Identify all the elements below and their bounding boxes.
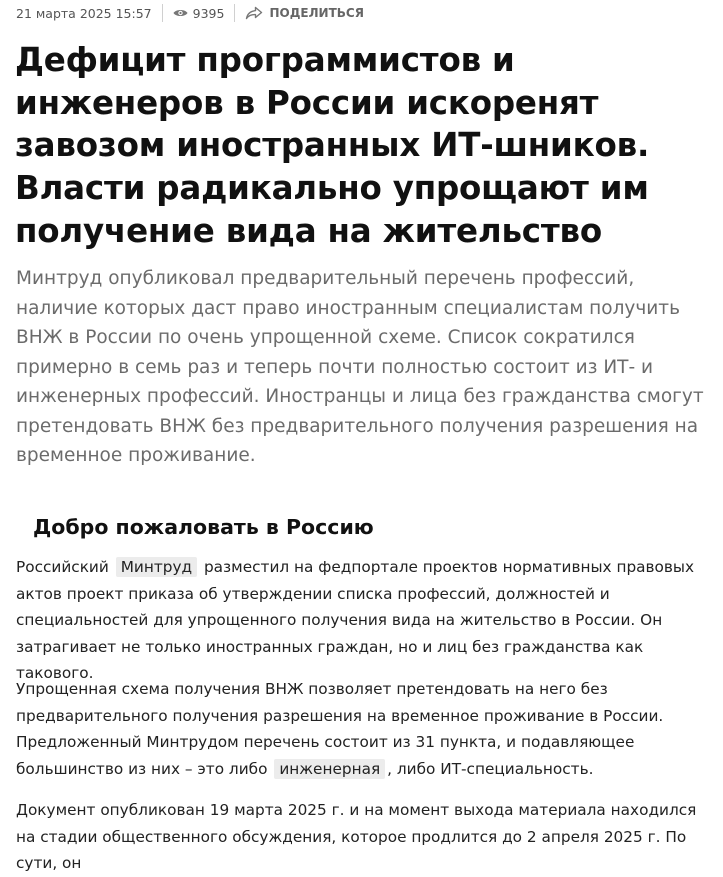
article-title: Дефицит программистов и инженеров в России искоренят завозом иностранных ИТ-шников. Власти радикально упрощают им получение вида на жительство	[15, 41, 650, 250]
share-button[interactable]	[245, 6, 364, 20]
article-meta	[16, 4, 364, 22]
paragraph-text: , либо ИТ-специальность.	[387, 759, 594, 778]
article-paragraph	[16, 676, 706, 782]
paragraph-text: разместил на федпортале проектов нормативных правовых актов проект приказа об утверждении списка профессий, должностей и специальностей для упрощенного получения вида на жительство в России. Он затрагивает не только иностранных граждан, но и лиц без гражданства как такового.	[16, 558, 695, 682]
paragraph-text: Упрощенная схема получения ВНЖ позволяет претендовать на него без предварительного получения разрешения на временное проживание в России. Предложенный Минтрудом перечень состоит из 31 пункта, и подавляющее большинство из них – это либо	[16, 680, 664, 778]
tag-link-mintrud[interactable]: Минтруд	[116, 557, 197, 577]
paragraph-text: Документ опубликован 19 марта 2025 г. и на момент выхода материала находился на стадии общественного обсуждения, которое продлится до 2 апреля 2025 г. По сути, он	[16, 801, 697, 872]
meta-divider	[234, 4, 235, 22]
tag-link-engineering[interactable]: инженерная	[274, 759, 385, 779]
publish-datetime: 21 марта 2025 15:57	[16, 5, 152, 21]
views-counter	[173, 6, 225, 21]
eye-icon	[173, 8, 188, 18]
meta-divider	[162, 4, 163, 22]
article-paragraph	[16, 797, 706, 877]
share-label: ПОДЕЛИТЬСЯ	[269, 6, 364, 20]
share-arrow-icon	[245, 6, 263, 20]
paragraph-text: Российский	[16, 558, 109, 576]
article-paragraph	[16, 554, 706, 687]
article-lead: Минтруд опубликовал предварительный перечень профессий, наличие которых даст право иностранным специалистам получить ВНЖ в России по очень упрощенной схеме. Список сократился примерно в семь раз и теперь почти полностью состоит из ИТ- и инженерных профессий. Иностранцы и лица без гражданства смогут претендовать ВНЖ без предварительного получения разрешения на временное проживание.	[16, 268, 704, 466]
views-count: 9395	[192, 5, 225, 21]
section-heading: Добро пожаловать в Россию	[33, 515, 374, 539]
